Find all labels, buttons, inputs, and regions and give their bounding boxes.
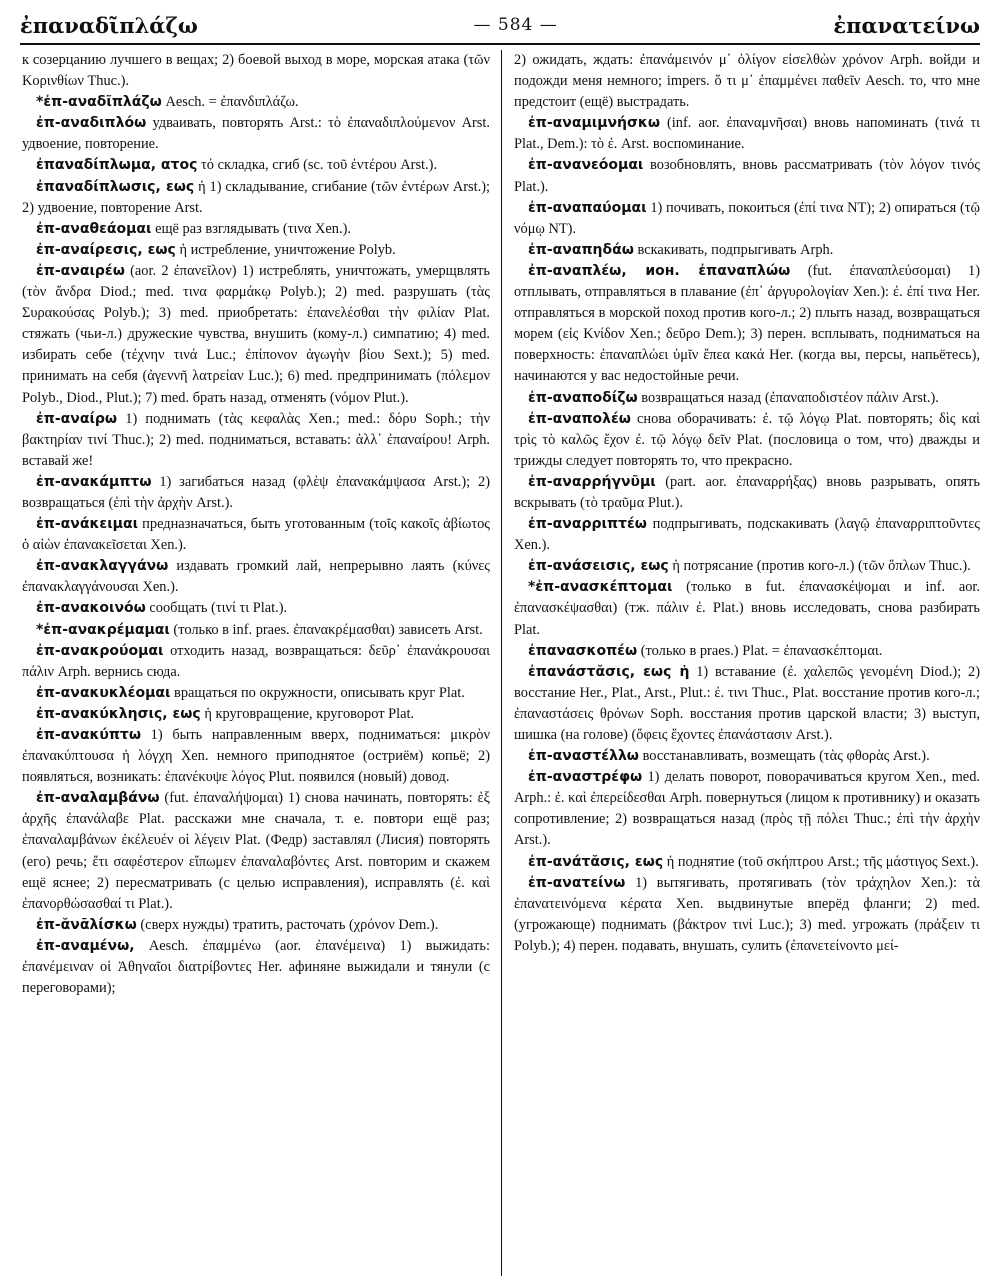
dictionary-entry bbox=[22, 92, 490, 113]
entry-headword: ἐπ-αναίρεσις, εως bbox=[36, 241, 176, 258]
dictionary-entry bbox=[22, 261, 490, 409]
entry-headword: ἐπ-αναίρω bbox=[36, 410, 118, 427]
entry-headword: ἐπ-αναιρέω bbox=[36, 262, 125, 279]
entry-headword: ἐπ-αναρρήγνῦμι bbox=[528, 473, 656, 490]
entry-definition: возвращаться назад (ἐπαναποδιστέον πάλιν Arst.). bbox=[637, 389, 939, 406]
dictionary-entry bbox=[514, 155, 980, 197]
page-number: — 584 — bbox=[473, 15, 558, 35]
entry-definition: 2) ожидать, ждать: ἐπανάμεινόν μ᾽ ὀλίγον εἰσελθὼν χρόνον Arph. войди и подожди меня немного; impers. ὅ τι μ᾽ ἐπαμμένει παθεῖν Aesch. то, что мне предстоит (ещё) выстрадать. bbox=[514, 52, 980, 111]
dictionary-entry bbox=[22, 177, 490, 219]
dictionary-entry bbox=[514, 472, 980, 514]
dictionary-entry bbox=[514, 50, 980, 113]
entry-headword: ἐπ-αναπλέω, ион. ἐπαναπλώω bbox=[528, 262, 791, 279]
dictionary-entry bbox=[22, 219, 490, 240]
entry-headword: ἐπανάστᾰσις, εως ἡ bbox=[528, 663, 690, 680]
dictionary-entry bbox=[22, 598, 490, 619]
entry-headword: ἐπ-ᾰνᾱλίσκω bbox=[36, 916, 137, 933]
entry-definition: 1) поднимать (τὰς κεφαλὰς Xen.; med.: δόρυ Soph.; τὴν βακτηρίαν τινί Thuc.); 2) med. подниматься, вставать: ἀλλ᾽ ἐπαναίρου! Arph. вставай же! bbox=[22, 410, 490, 469]
entry-headword: ἐπ-αναστρέφω bbox=[528, 769, 643, 786]
entry-headword: ἐπ-ανακύπτω bbox=[36, 727, 142, 743]
dictionary-entry bbox=[514, 113, 980, 155]
header-left-headword: ἐπαναδῖπλάζω bbox=[20, 12, 198, 38]
entry-headword: ἐπ-αναστέλλω bbox=[528, 748, 639, 765]
entry-definition: 1) почивать, покоиться (ἐπί τινα NT); 2) опираться (τῷ νόμῳ NT). bbox=[514, 199, 980, 237]
entry-definition: 1) вставание (ἐ. χαλεπῶς γενομένη Diod.); 2) восстание Her., Plat., Arst., Plut.: ἐ. τινι Thuc., Plat. восстание против кого-л.; ἐπαναστάσεις θρόνων Soph. восстания против царской власти; 3) выступ, шишка (на голове) (ὄφεις ἔχοντες ἐπανάστασιν Arst.). bbox=[514, 663, 980, 743]
entry-headword: ἐπ-αναπηδάω bbox=[528, 241, 634, 258]
entry-headword: *ἐπ-αναδῖπλάζω bbox=[36, 94, 162, 111]
entry-definition: (fut. ἐπαναλήψομαι) 1) снова начинать, повторять: ἐξ ἀρχῆς ἐπανάλαβε Plat. расскажи мне сначала, т. е. повтори ещё раз; ἐπαναλαμβάνων ἐκέλευέν οἱ λέγειν Plat. (Федр) заставлял (Лисия) повторять (его) речь; ἔτι σαφέστερον εἴπωμεν ἐπαναλαβόντες Arst. повторим и скажем ещё яснее; 2) пересматривать (с целью исправления), исправлять (ἐ. καὶ ἐπανορθώσασθαί τι Plat.). bbox=[22, 790, 490, 912]
entry-headword: ἐπ-ανακυκλέομαι bbox=[36, 684, 171, 701]
entry-headword: ἐπ-ανάσεισις, εως bbox=[528, 558, 669, 575]
entry-definition: Aesch. ἐπαμμένω (aor. ἐπανέμεινα) 1) выжидать: ἐπανέμειναν οἱ Ἀθηναῖοι διατρίβοντες Her. афиняне выжидали и тянули (с переговорами); bbox=[22, 937, 490, 997]
entry-definition: издавать громкий лай, непрерывно лаять (κύνες ἐπανακλαγγάνουσαι Xen.). bbox=[22, 558, 490, 596]
dictionary-entry bbox=[514, 409, 980, 472]
dictionary-entry bbox=[22, 788, 490, 915]
dictionary-entry bbox=[22, 556, 490, 598]
entry-headword: ἐπ-ανακάμπτω bbox=[36, 473, 152, 490]
entry-definition: предназначаться, быть уготованным (τοῖς κακοῖς ἀβίωτος ὁ αἰὼν ἐπανακεῖσεται Xen.). bbox=[22, 516, 490, 554]
entry-headword: ἐπ-ανάκειμαι bbox=[36, 516, 139, 533]
entry-headword: ἐπ-αναλαμβάνω bbox=[36, 790, 160, 807]
entry-headword: ἐπ-ανακοινόω bbox=[36, 600, 146, 617]
entry-definition: (inf. aor. ἐπαναμνῆσαι) вновь напоминать (τινά τι Plat., Dem.): τὸ ἐ. Arst. воспоминание. bbox=[514, 115, 980, 153]
dictionary-entry bbox=[22, 936, 490, 999]
dictionary-entry bbox=[514, 388, 980, 409]
entry-headword: *ἐπ-ανασκέπτομαι bbox=[528, 579, 673, 596]
entry-definition: ἡ потрясание (против кого-л.) (τῶν ὅπλων Thuc.). bbox=[668, 558, 971, 575]
entry-headword: ἐπ-ανακλαγγάνω bbox=[36, 558, 169, 575]
entry-headword: ἐπ-ανακρούομαι bbox=[36, 642, 164, 659]
entry-definition: снова оборачивать: ἐ. τῷ λόγῳ Plat. повторять; δὶς καὶ τρὶς τὸ καλῶς ἔχον ἐ. τῷ λόγῳ δεῖν Plat. (пословица о том, что) дважды и трижды следует повторять то, что прекрасно. bbox=[514, 410, 980, 469]
entry-headword: ἐπανασκοπέω bbox=[528, 642, 638, 659]
entry-definition: отходить назад, возвращаться: δεῦρ᾽ ἐπανάκρουσαι πάλιν Arph. вернись сюда. bbox=[22, 642, 490, 680]
entry-definition: (part. aor. ἐπαναρρήξας) вновь разрывать, опять вскрывать (τὸ τραῦμα Plut.). bbox=[514, 473, 980, 511]
dictionary-entry bbox=[514, 767, 980, 851]
header-right-headword: ἐπανατείνω bbox=[833, 12, 980, 38]
dictionary-entry bbox=[514, 873, 980, 957]
dictionary-entry bbox=[514, 662, 980, 746]
entry-definition: вскакивать, подпрыгивать Arph. bbox=[633, 241, 834, 258]
entry-headword: ἐπ-αναμιμνήσκω bbox=[528, 115, 661, 132]
dictionary-entry bbox=[514, 577, 980, 640]
entry-headword: ἐπ-ανανεόομαι bbox=[528, 157, 644, 174]
left-column bbox=[22, 50, 490, 1276]
entry-headword: ἐπ-αναποδίζω bbox=[528, 389, 638, 406]
entry-definition: 1) вытягивать, протягивать (τὸν τράχηλον Xen.): τὰ ἐπανατεινόμενα κέρατα Xen. выдвинутые вперёд фланги; 2) med. (угрожающе) поднимать (βάκτρον τινί Luc.); 3) med. угрожать (πράξειν τι Polyb.); 4) перен. подавать, внушать, сулить (ἐπανετείνοντο μεί- bbox=[514, 874, 980, 954]
entry-definition: (сверх нужды) тратить, расточать (χρόνον Dem.). bbox=[136, 916, 439, 933]
entry-definition: вращаться по окружности, описывать круг Plat. bbox=[170, 684, 465, 701]
entry-headword: ἐπαναδίπλωμα, ατος bbox=[36, 157, 198, 174]
entry-headword: ἐπ-αναπαύομαι bbox=[528, 199, 647, 216]
entry-headword: ἐπ-αναρριπτέω bbox=[528, 516, 647, 533]
dictionary-entry bbox=[22, 683, 490, 704]
dictionary-entry bbox=[22, 472, 490, 514]
entry-definition: подпрыгивать, подскакивать (λαγῷ ἐπαναρριπτοῦντες Xen.). bbox=[514, 516, 980, 554]
entry-definition: τό складка, сгиб (sc. τοῦ ἐντέρου Arst.). bbox=[197, 157, 438, 174]
entry-definition: (aor. 2 ἐπανεῖλον) 1) истреблять, уничтожать, умерщвлять (τὸν ἄνδρα Diod.; med. τινα φαρμάκῳ Polyb.); 2) med. разрушать (τὰς Συρακούσας Polyb.); 3) med. приобретать: ἐπανελέσθαι τὴν φιλίαν Plat. стяжать (чьи-л.) дружеские чувства, внушить (кому-л.) симпатию; 4) med. избирать себе (τέχνην τινά Luc.; ἐπίπονον ἀγωγὴν βίου Sext.); 5) med. принимать на себя (ἀγεννῆ λατρείαν Luc.); 6) med. предпринимать (πόλεμον Polyb., Diod., Plut.); 7) med. брать назад, отменять (νόμον Plut.). bbox=[22, 262, 490, 406]
entry-definition: восстанавливать, возмещать (τὰς φθορὰς Arst.). bbox=[638, 748, 930, 765]
dictionary-entry bbox=[22, 514, 490, 556]
entry-definition: ἡ 1) складывание, сгибание (τῶν ἐντέρων Arst.); 2) удвоение, повторение Arst. bbox=[22, 178, 490, 216]
entry-definition: к созерцанию лучшего в вещах; 2) боевой выход в море, морская атака (τῶν Κορινθίων Thuc.). bbox=[22, 52, 490, 90]
entry-definition: сообщать (τινί τι Plat.). bbox=[145, 600, 288, 617]
entry-definition: Aesch. = ἐπανδιπλάζω. bbox=[161, 94, 299, 111]
entry-definition: (только в praes.) Plat. = ἐπανασκέπτομαι. bbox=[637, 642, 883, 659]
dictionary-entry bbox=[22, 704, 490, 725]
dictionary-entry bbox=[514, 261, 980, 388]
dictionary-entry bbox=[514, 198, 980, 240]
entry-headword: ἐπαναδίπλωσις, εως bbox=[36, 178, 195, 195]
dictionary-entry bbox=[514, 746, 980, 767]
dictionary-entry bbox=[22, 641, 490, 683]
right-column bbox=[514, 50, 980, 1276]
entry-definition: ещё раз взглядывать (τινα Xen.). bbox=[151, 220, 351, 237]
entry-definition: 1) загибаться назад (φλὲψ ἐπανακάμψασα Arst.); 2) возвращаться (ἐπὶ τὴν ἀρχὴν Arst.). bbox=[22, 473, 490, 511]
dictionary-entry bbox=[514, 641, 980, 662]
entry-definition: (только в fut. ἐπανασκέψομαι и inf. aor. ἐπανασκέψασθαι) (тж. πάλιν ἐ. Plat.) вновь исследовать, снова разбирать Plat. bbox=[514, 579, 980, 638]
dictionary-entry bbox=[514, 852, 980, 873]
page-header bbox=[20, 8, 980, 42]
entry-headword: ἐπ-ανακύκλησις, εως bbox=[36, 705, 201, 722]
entry-definition: возобновлять, вновь рассматривать (τὸν λόγον τινός Plat.). bbox=[514, 157, 980, 195]
dictionary-entry bbox=[22, 915, 490, 936]
entry-definition: ἡ круговращение, круговорот Plat. bbox=[200, 705, 415, 722]
dictionary-entry bbox=[22, 155, 490, 176]
entry-definition: 1) делать поворот, поворачиваться кругом Xen., med. Arph.: ἐ. καὶ ἐπερείδεσθαι Arph. повернуться (лицом к противнику) и оказать сопротивление; 2) возвращаться назад (πρὸς τῇ πόλει Thuc.; ἐπὶ τὴν ἀρχὴν Arst.). bbox=[514, 769, 980, 849]
entry-headword: ἐπ-αναδιπλόω bbox=[36, 115, 147, 132]
entry-headword: ἐπ-αναπολέω bbox=[528, 410, 631, 427]
entry-definition: ἡ поднятие (τοῦ σκήπτρου Arst.; τῆς μάστιγος Sext.). bbox=[663, 853, 979, 870]
dictionary-entry bbox=[514, 514, 980, 556]
entry-headword: *ἐπ-ανακρέμαμαι bbox=[36, 621, 170, 638]
header-rule bbox=[20, 43, 980, 45]
entry-definition: удваивать, повторять Arst.: τὸ ἐπαναδιπλούμενον Arst. удвоение, повторение. bbox=[22, 115, 490, 153]
dictionary-entry bbox=[514, 556, 980, 577]
entry-headword: ἐπ-ανάτᾰσις, εως bbox=[528, 853, 664, 870]
dictionary-entry bbox=[22, 50, 490, 92]
dictionary-entry bbox=[22, 113, 490, 155]
dictionary-entry bbox=[22, 725, 490, 788]
column-divider bbox=[501, 50, 502, 1276]
dictionary-entry bbox=[514, 240, 980, 261]
dictionary-entry bbox=[22, 409, 490, 472]
entry-definition: (только в inf. praes. ἐπανακρέμασθαι) зависеть Arst. bbox=[169, 621, 483, 638]
entry-definition: (fut. ἐπαναπλεύσομαι) 1) отплывать, отправляться в плавание (ἐπ᾽ ἀργυρολογίαν Xen.): ἐ. ἐπί τινα Her. отправляться в морской поход против кого-л.; 2) плыть назад, возвращаться морем (εἰς Κνίδον Xen.; δεῦρο Dem.); 3) перен. всплывать, подниматься на поверхность: ἐπαναπλώει ὑμῖν ἔπεα κακά Her. (когда вы, персы, напьётесь), начинаются у вас недостойные речи. bbox=[514, 262, 980, 385]
entry-definition: 1) быть направленным вверх, подниматься: μικρὸν ἐπανακύπτουσα ἡ λόγχη Xen. немного приподнятое (остриём) копьё; 2) появляться, возникать: ἐπανέκυψε λόγος Plut. появился (новый) довод. bbox=[22, 727, 490, 786]
entry-headword: ἐπ-ανατείνω bbox=[528, 874, 626, 891]
entry-headword: ἐπ-αναμένω, bbox=[36, 937, 135, 954]
dictionary-entry bbox=[22, 620, 490, 641]
dictionary-entry bbox=[22, 240, 490, 261]
entry-definition: ἡ истребление, уничтожение Polyb. bbox=[175, 241, 396, 258]
entry-headword: ἐπ-αναθεάομαι bbox=[36, 220, 152, 237]
